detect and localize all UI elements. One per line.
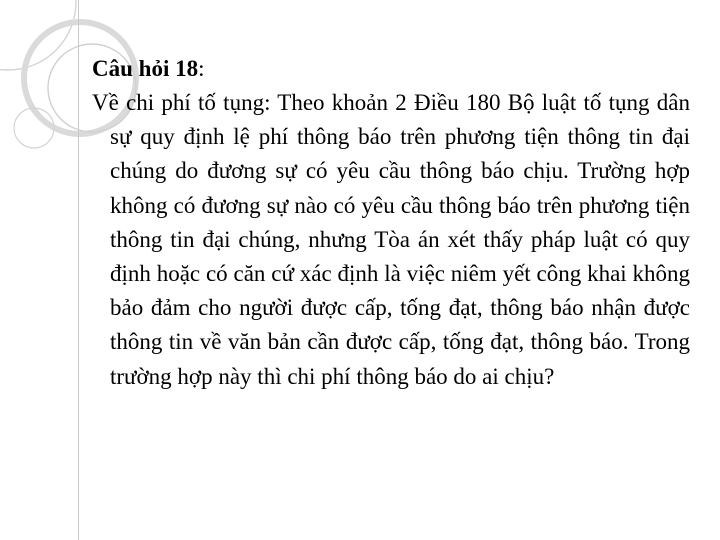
question-title-colon: : <box>198 56 205 81</box>
slide-content <box>92 52 690 394</box>
left-divider-line <box>78 0 79 540</box>
question-title-label: Câu hỏi 18 <box>92 56 199 81</box>
question-body: Về chi phí tố tụng: Theo khoản 2 Điều 180 Bộ luật tố tụng dân sự quy định lệ phí thông báo trên phương tiện thông tin đại chúng do đương sự có yêu cầu thông báo chịu. Trường hợp không có đương sự nào có yêu cầu thông báo trên phương tiện thông tin đại chúng, nhưng Tòa án xét thấy pháp luật có quy định hoặc có căn cứ xác định là việc niêm yết công khai không bảo đảm cho người được cấp, tống đạt, thông báo nhận được thông tin về văn bản cần được cấp, tống đạt, thông báo. Trong trường hợp này thì chi phí thông báo do ai chịu? <box>92 90 690 389</box>
decor-circle-small <box>14 108 54 148</box>
decor-circle-large <box>0 0 76 70</box>
question-title <box>92 52 690 86</box>
